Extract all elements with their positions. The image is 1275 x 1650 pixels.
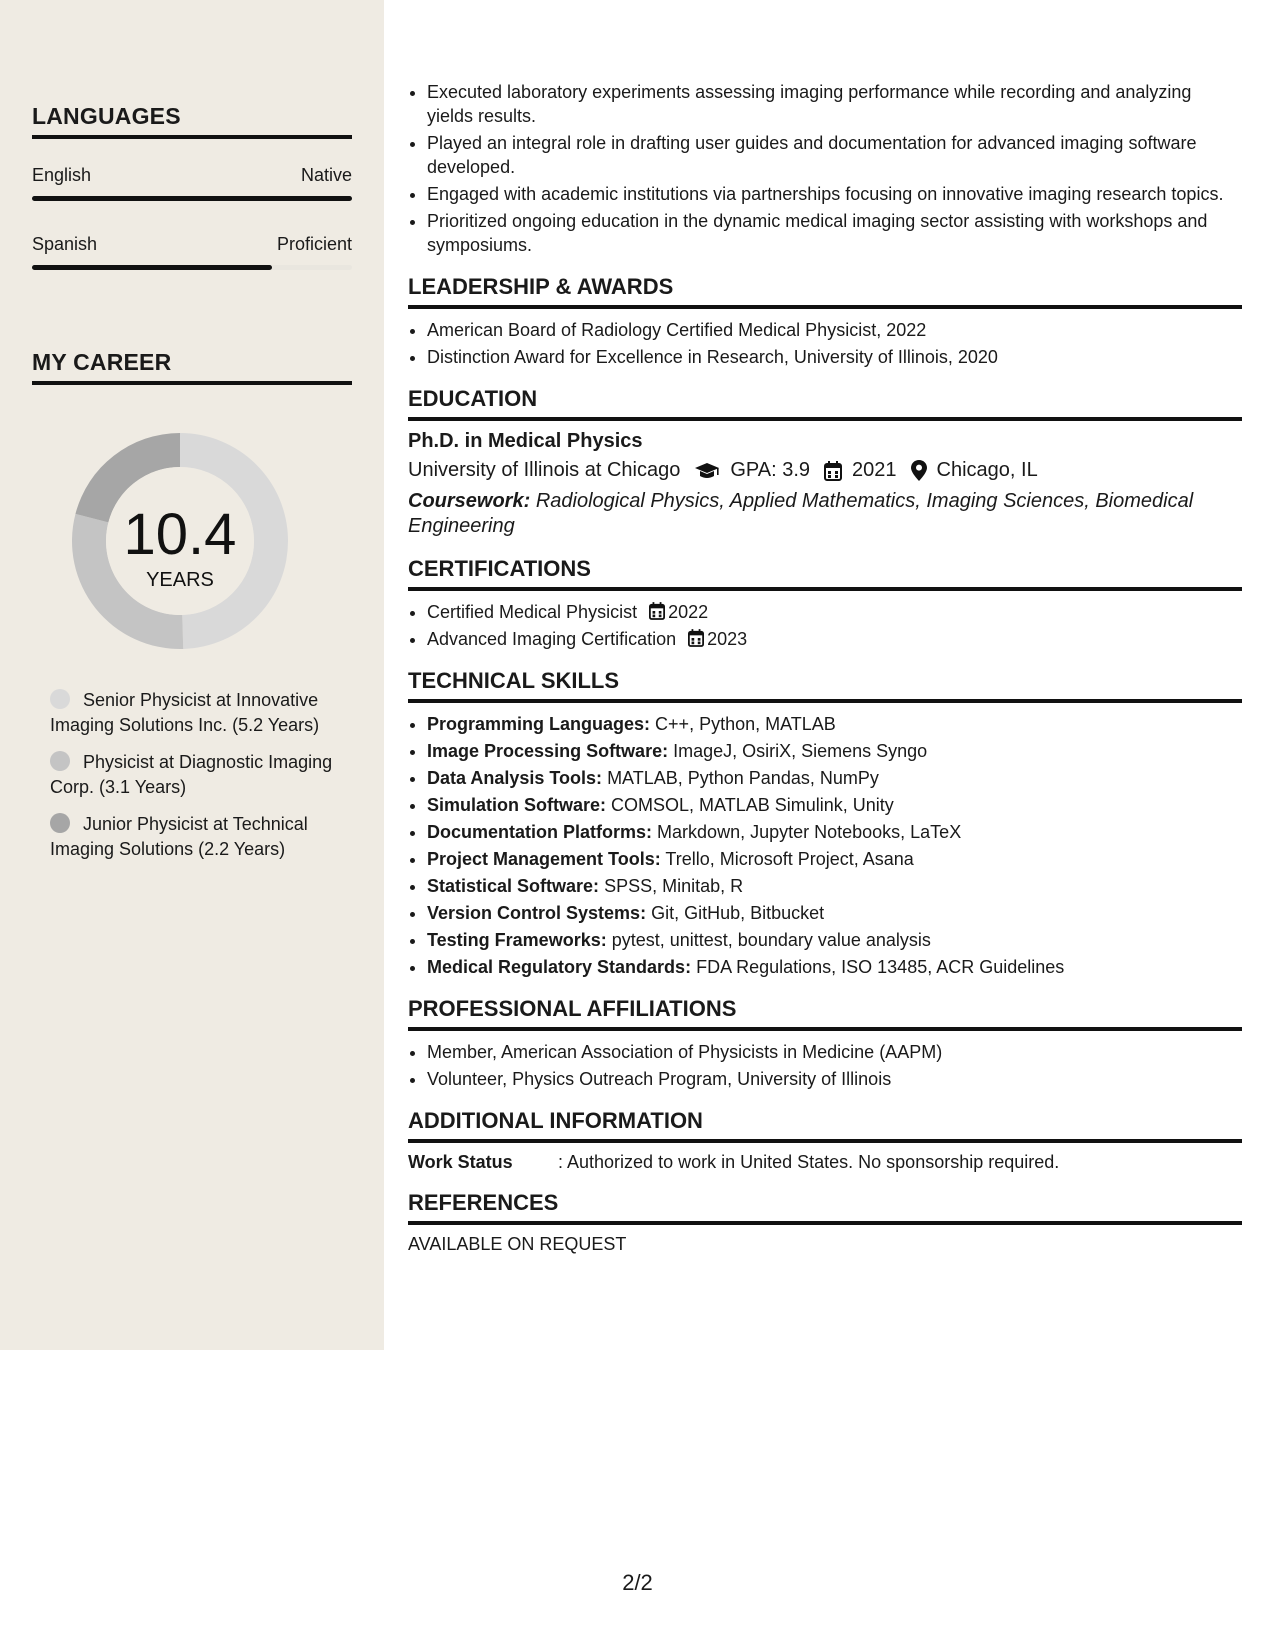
section-heading: CERTIFICATIONS <box>408 556 1242 591</box>
skill-label: Image Processing Software: <box>427 741 669 761</box>
skill-label: Medical Regulatory Standards: <box>427 957 692 977</box>
career-item-text: Physicist at Diagnostic Imaging Corp. (3.1 Years) <box>50 752 333 797</box>
certification-name: Certified Medical Physicist <box>427 602 638 622</box>
languages-heading: LANGUAGES <box>32 103 352 139</box>
skill-value: FDA Regulations, ISO 13485, ACR Guidelines <box>696 957 1065 977</box>
career-unit: YEARS <box>146 569 214 591</box>
skill-item <box>427 847 1242 871</box>
section-heading: EDUCATION <box>408 386 1242 421</box>
page-number: 2/2 <box>622 1570 653 1595</box>
experience-bullet: • Played an integral role in drafting user guides and documentation for advanced imaging software developed. <box>427 131 1242 179</box>
career-legend <box>50 688 350 874</box>
certifications-section <box>408 556 1242 651</box>
sidebar <box>0 0 384 1350</box>
school-name: University of Illinois at Chicago <box>408 459 681 481</box>
language-bar-spanish <box>32 265 352 270</box>
section-heading: TECHNICAL SKILLS <box>408 668 1242 703</box>
skill-label: Version Control Systems: <box>427 903 647 923</box>
affiliations-section <box>408 996 1242 1091</box>
skill-value: C++, Python, MATLAB <box>655 714 836 734</box>
language-name: Spanish <box>32 234 98 254</box>
work-status-row <box>408 1152 1242 1173</box>
coursework-label: Coursework: <box>408 490 531 512</box>
main-content <box>408 80 1242 1255</box>
legend-dot <box>50 813 70 833</box>
career-heading: MY CAREER <box>32 349 352 385</box>
location-pin-icon <box>911 460 927 481</box>
experience-bullets <box>408 80 1242 257</box>
section-heading: ADDITIONAL INFORMATION <box>408 1108 1242 1143</box>
section-heading: PROFESSIONAL AFFILIATIONS <box>408 996 1242 1031</box>
certification-year: 2023 <box>707 629 748 649</box>
language-level: Native <box>300 165 352 185</box>
skill-item <box>427 820 1242 844</box>
language-bar-fill <box>32 265 272 270</box>
certification-item <box>427 600 1242 624</box>
skill-item <box>427 901 1242 925</box>
skill-item <box>427 739 1242 763</box>
skill-item <box>427 766 1242 790</box>
experience-bullet: • Engaged with academic institutions via partnerships focusing on innovative imaging research topics. <box>427 182 1242 206</box>
skill-label: Statistical Software: <box>427 876 600 896</box>
work-status-label: Work Status <box>408 1152 513 1172</box>
school-location: Chicago, IL <box>936 459 1038 481</box>
additional-info-section <box>408 1108 1242 1173</box>
career-total: 10.4 <box>123 502 237 567</box>
skill-label: Programming Languages: <box>427 714 651 734</box>
legend-dot <box>50 751 70 771</box>
language-row-english <box>32 165 352 186</box>
experience-bullet: • Executed laboratory experiments assessing imaging performance while recording and analyzing yields results. <box>427 80 1242 128</box>
award-item: • Distinction Award for Excellence in Research, University of Illinois, 2020 <box>427 345 1242 369</box>
certification-item <box>427 627 1242 651</box>
gpa: GPA: 3.9 <box>730 459 811 481</box>
skill-value: ImageJ, OsiriX, Siemens Syngo <box>673 741 928 761</box>
skill-label: Project Management Tools: <box>427 849 661 869</box>
calendar-icon <box>649 602 665 620</box>
coursework-list: Radiological Physics, Applied Mathematics, Imaging Sciences, Biomedical Engineering <box>408 490 1194 537</box>
award-item: • American Board of Radiology Certified Medical Physicist, 2022 <box>427 318 1242 342</box>
section-heading: REFERENCES <box>408 1190 1242 1225</box>
certification-name: Advanced Imaging Certification <box>427 629 677 649</box>
language-bar-english <box>32 196 352 201</box>
skill-value: pytest, unittest, boundary value analysis <box>611 930 931 950</box>
language-name: English <box>32 165 92 185</box>
legend-dot <box>50 689 70 709</box>
skill-value: Markdown, Jupyter Notebooks, LaTeX <box>657 822 962 842</box>
skill-label: Data Analysis Tools: <box>427 768 603 788</box>
skill-value: SPSS, Minitab, R <box>604 876 744 896</box>
education-details <box>408 459 1242 482</box>
skill-item <box>427 955 1242 979</box>
references-section <box>408 1190 1242 1255</box>
career-legend-item <box>50 688 350 738</box>
degree-title: Ph.D. in Medical Physics <box>408 430 643 452</box>
skill-item <box>427 712 1242 736</box>
technical-skills-section <box>408 668 1242 979</box>
affiliation-item: • Volunteer, Physics Outreach Program, University of Illinois <box>427 1067 1242 1091</box>
affiliation-item: • Member, American Association of Physicists in Medicine (AAPM) <box>427 1040 1242 1064</box>
skill-value: MATLAB, Python Pandas, NumPy <box>607 768 879 788</box>
career-legend-item <box>50 750 350 800</box>
work-status-value: : Authorized to work in United States. No sponsorship required. <box>558 1152 1060 1172</box>
career-legend-item <box>50 812 350 862</box>
career-item-text: Junior Physicist at Technical Imaging Solutions (2.2 Years) <box>50 814 308 859</box>
skill-item <box>427 874 1242 898</box>
skill-label: Testing Frameworks: <box>427 930 607 950</box>
calendar-icon <box>688 629 704 647</box>
language-bar-fill <box>32 196 352 201</box>
skill-label: Documentation Platforms: <box>427 822 653 842</box>
skill-value: Trello, Microsoft Project, Asana <box>665 849 914 869</box>
skill-value: Git, GitHub, Bitbucket <box>651 903 825 923</box>
experience-bullet: • Prioritized ongoing education in the dynamic medical imaging sector assisting with workshops and symposiums. <box>427 209 1242 257</box>
language-row-spanish <box>32 234 352 255</box>
skill-item <box>427 928 1242 952</box>
calendar-icon <box>824 461 842 481</box>
skill-label: Simulation Software: <box>427 795 607 815</box>
coursework <box>408 489 1242 539</box>
graduation-year: 2021 <box>852 459 897 481</box>
leadership-section <box>408 274 1242 369</box>
references-text: AVAILABLE ON REQUEST <box>408 1234 627 1254</box>
section-heading: LEADERSHIP & AWARDS <box>408 274 1242 309</box>
education-section <box>408 386 1242 539</box>
skill-value: COMSOL, MATLAB Simulink, Unity <box>611 795 894 815</box>
skill-item <box>427 793 1242 817</box>
career-donut-chart <box>66 427 294 655</box>
career-item-text: Senior Physicist at Innovative Imaging Solutions Inc. (5.2 Years) <box>50 690 320 735</box>
certification-year: 2022 <box>668 602 709 622</box>
language-level: Proficient <box>276 234 352 254</box>
graduation-cap-icon <box>694 462 720 480</box>
